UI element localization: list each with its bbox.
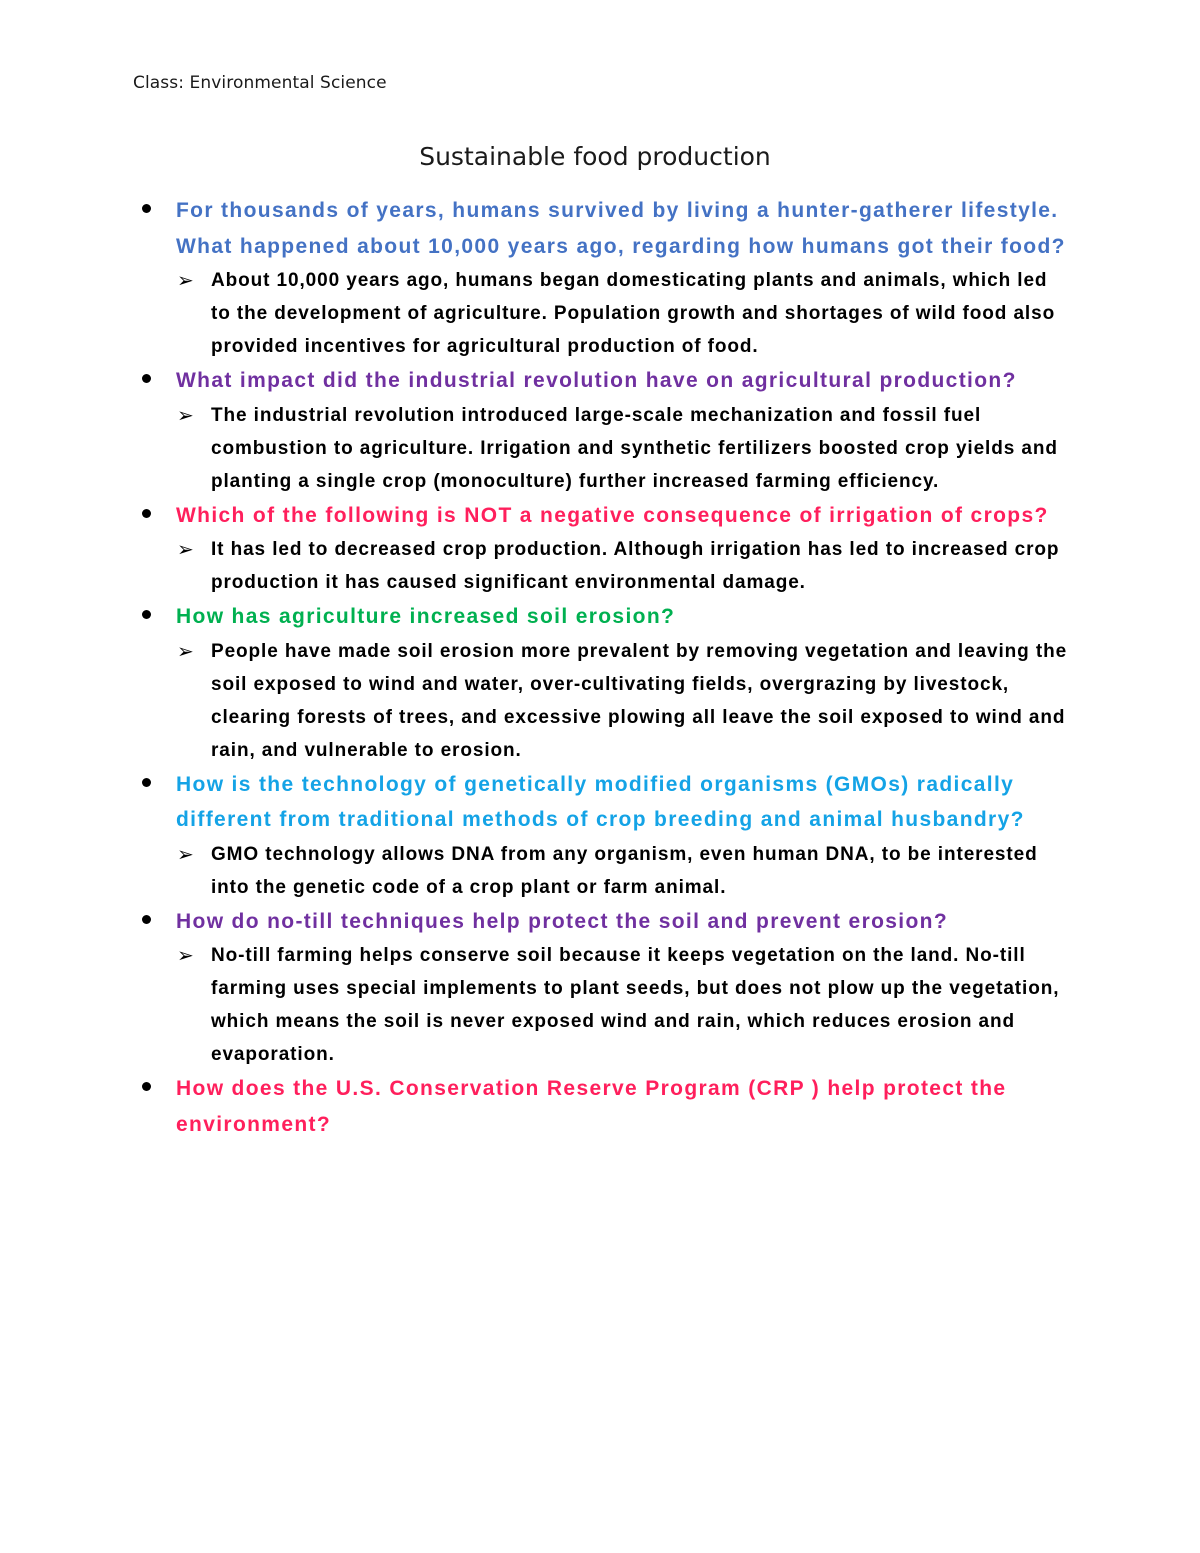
question-text: How do no-till techniques help protect the soil and prevent erosion? bbox=[176, 909, 949, 933]
arrowhead-icon: ➢ bbox=[177, 943, 194, 967]
question-text: Which of the following is NOT a negative consequence of irrigation of crops? bbox=[176, 503, 1049, 527]
bullet-icon bbox=[142, 915, 151, 924]
bullet-icon bbox=[142, 509, 151, 518]
document-title: Sustainable food production bbox=[419, 142, 771, 171]
arrowhead-icon: ➢ bbox=[177, 402, 194, 427]
list-item bbox=[0, 767, 1200, 904]
answer-row bbox=[0, 399, 1200, 498]
answer-text: People have made soil erosion more prevalent by removing vegetation and leaving the soil exposed to wind and water, over-cultivating fields, overgrazing by livestock, clearing forests of trees, and excessive plowing all leave the soil exposed to wind and rain, and vulnerable to erosion. bbox=[211, 640, 1068, 761]
answer-text: No-till farming helps conserve soil because it keeps vegetation on the land. No-till farming uses special implements to plant seeds, but does not plow up the vegetation, which means the soil is never exposed wind and rain, which reduces erosion and evaporation. bbox=[211, 945, 1060, 1065]
bullet-icon bbox=[142, 610, 151, 619]
arrowhead-icon: ➢ bbox=[177, 638, 194, 663]
answer-row bbox=[0, 533, 1200, 599]
question-list bbox=[0, 193, 1200, 1142]
list-item bbox=[0, 193, 1200, 363]
answer-text: It has led to decreased crop production. Although irrigation has led to increased crop production it has caused significant environmental damage. bbox=[211, 539, 1060, 593]
list-item bbox=[0, 363, 1200, 498]
answer-row bbox=[0, 939, 1200, 1071]
list-item bbox=[0, 904, 1200, 1072]
answer-text: About 10,000 years ago, humans began domesticating plants and animals, which led to the development of agriculture. Population growth and shortages of wild food also provided incentives for agricultural production of food. bbox=[211, 270, 1056, 357]
answer-text: GMO technology allows DNA from any organism, even human DNA, to be interested into the genetic code of a crop plant or farm animal. bbox=[211, 843, 1038, 898]
list-item bbox=[0, 599, 1200, 767]
answer-row bbox=[0, 264, 1200, 363]
question-text: For thousands of years, humans survived by living a hunter-gatherer lifestyle. What happened about 10,000 years ago, regarding how humans got their food? bbox=[176, 199, 1066, 258]
bullet-icon bbox=[142, 778, 151, 787]
answer-row bbox=[0, 838, 1200, 904]
bullet-icon bbox=[142, 1082, 151, 1091]
class-line: Class: Environmental Science bbox=[133, 73, 387, 93]
question-text: How is the technology of genetically modified organisms (GMOs) radically different from traditional methods of crop breeding and animal husbandry? bbox=[176, 772, 1025, 831]
answer-text: The industrial revolution introduced large-scale mechanization and fossil fuel combustion to agriculture. Irrigation and synthetic fertilizers boosted crop yields and planting a single crop (monoculture) further increased farming efficiency. bbox=[211, 404, 1058, 492]
list-item bbox=[0, 498, 1200, 600]
list-item bbox=[0, 1071, 1200, 1142]
question-text: What impact did the industrial revolution have on agricultural production? bbox=[176, 369, 1017, 392]
question-text: How does the U.S. Conservation Reserve Program (CRP ) help protect the environment? bbox=[176, 1077, 1007, 1136]
answer-row bbox=[0, 635, 1200, 767]
arrowhead-icon: ➢ bbox=[177, 268, 194, 292]
bullet-icon bbox=[142, 374, 151, 383]
arrowhead-icon: ➢ bbox=[177, 841, 194, 866]
question-text: How has agriculture increased soil erosion? bbox=[176, 605, 676, 628]
arrowhead-icon: ➢ bbox=[177, 537, 194, 561]
bullet-icon bbox=[142, 204, 151, 213]
